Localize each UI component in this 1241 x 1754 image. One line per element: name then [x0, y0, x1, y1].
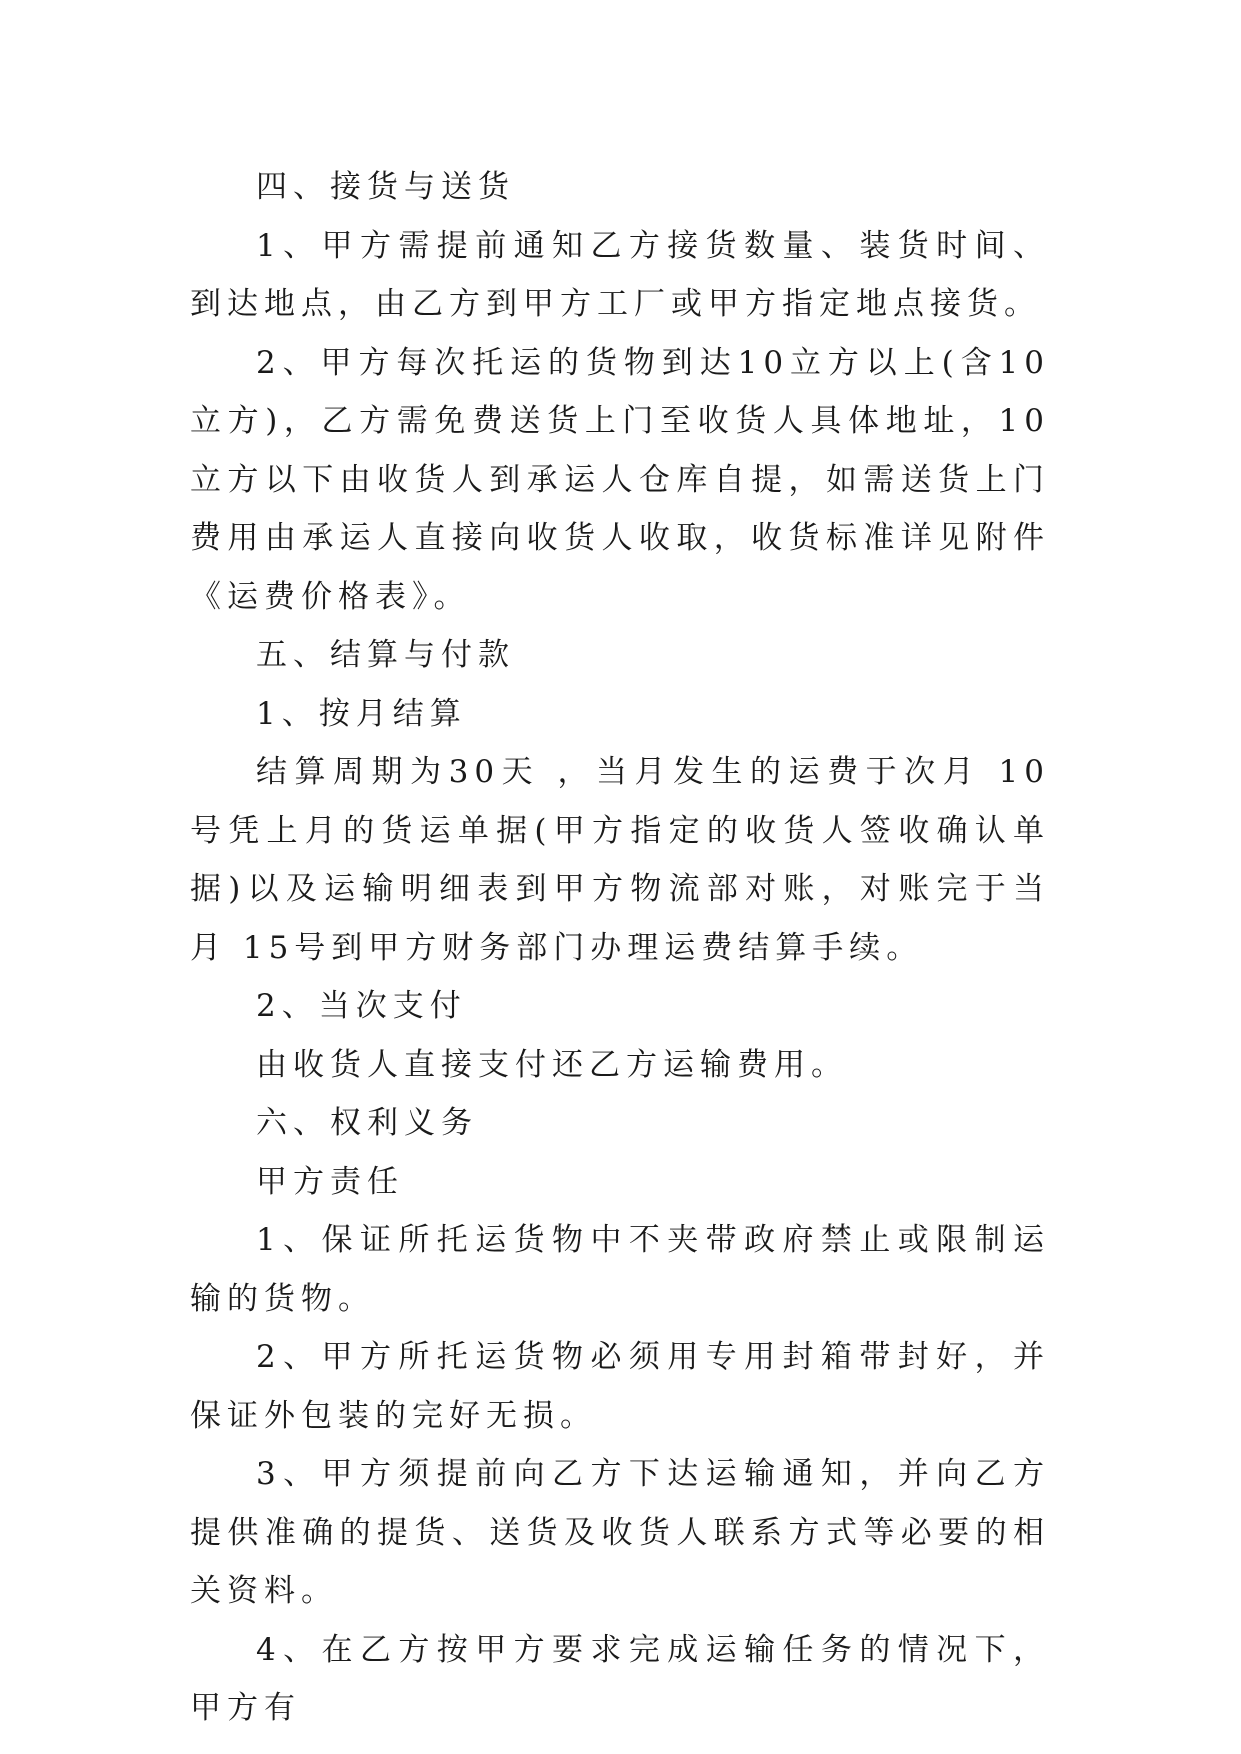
subheading-party-a-duties: 甲方责任 [256, 1163, 404, 1200]
clause-paragraph: 2、甲方每次托运的货物到达10立方以上(含10立方)，乙方需免费送货上门至收货人具体地址，10立方以下由收货人到承运人仓库自提，如需送货上门费用由承运人直接向收货人收取，收货标准详见附件《运费价格表》。 [190, 344, 1050, 615]
clause-paragraph: 1、保证所托运货物中不夹带政府禁止或限制运输的货物。 [190, 1222, 1050, 1317]
clause-paragraph: 2、甲方所托运货物必须用专用封箱带封好，并保证外包装的完好无损。 [190, 1339, 1050, 1434]
clause-paragraph: 由收货人直接支付还乙方运输费用。 [256, 1046, 848, 1083]
section-heading-settlement: 五、结算与付款 [256, 637, 515, 673]
clause-paragraph: 3、甲方须提前向乙方下达运输通知，并向乙方提供准确的提货、送货及收货人联系方式等必要的相关资料。 [190, 1456, 1050, 1609]
subheading-per-trip-payment: 2、当次支付 [256, 988, 467, 1024]
clause-paragraph: 4、在乙方按甲方要求完成运输任务的情况下，甲方有 [190, 1631, 1050, 1726]
document-body [190, 158, 1050, 1738]
section-heading-rights-obligations: 六、权利义务 [256, 1105, 478, 1141]
subheading-monthly-settlement: 1、按月结算 [256, 695, 467, 732]
section-heading-delivery: 四、接货与送货 [256, 169, 515, 205]
clause-paragraph: 结算周期为30天 ，当月发生的运费于次月 10 号凭上月的货运单据(甲方指定的收货人签收确认单据)以及运输明细表到甲方物流部对账，对账完于当月 15号到甲方财务部门办理运费结算手续。 [190, 754, 1050, 966]
clause-paragraph: 1、甲方需提前通知乙方接货数量、装货时间、到达地点，由乙方到甲方工厂或甲方指定地点接货。 [190, 227, 1050, 322]
